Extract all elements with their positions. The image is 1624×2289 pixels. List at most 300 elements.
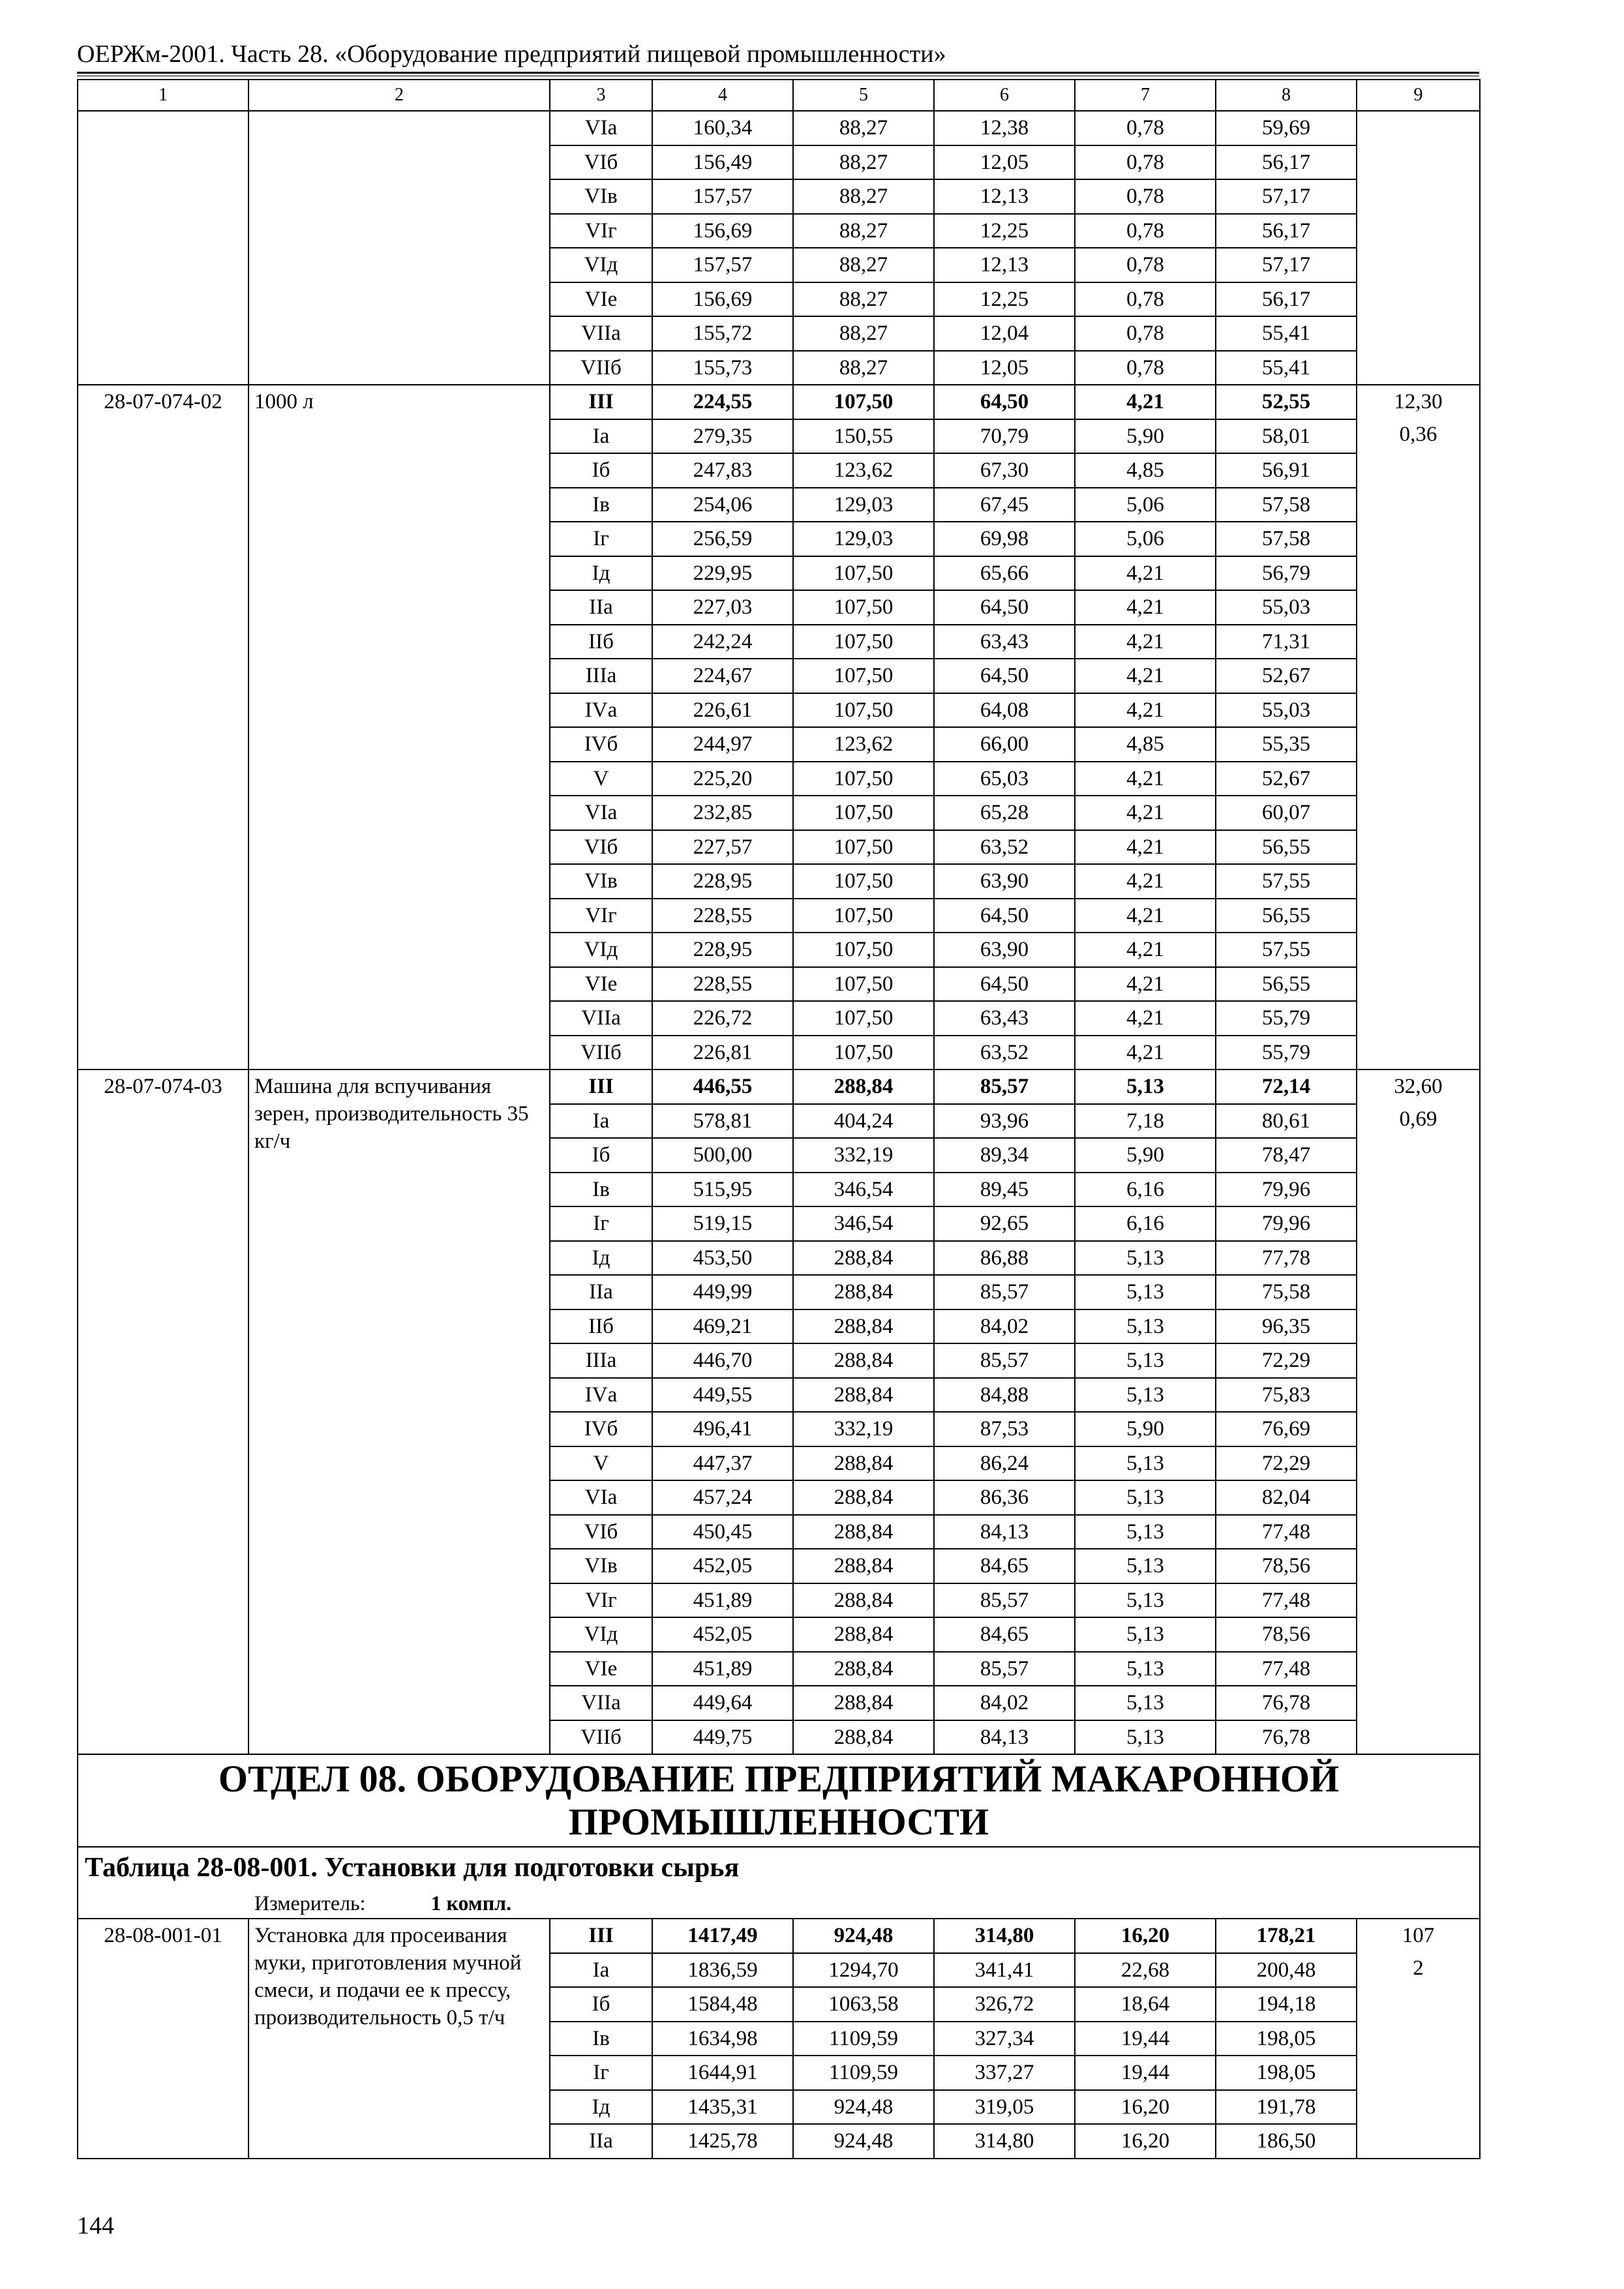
value-cell: 5,13 [1075, 1378, 1216, 1413]
class-cell: Iб [550, 1987, 652, 2022]
class-cell: Iа [550, 1104, 652, 1139]
page-header: ОЕРЖм-2001. Часть 28. «Оборудование предприятий пищевой промышленности» [77, 40, 946, 68]
value-cell: 4,21 [1075, 830, 1216, 865]
class-cell: VIIб [550, 1720, 652, 1755]
value-cell: 88,27 [793, 179, 934, 214]
value-cell: 288,84 [793, 1070, 934, 1104]
value-cell: 6,16 [1075, 1173, 1216, 1207]
value-cell: 446,70 [652, 1343, 793, 1378]
value-cell: 319,05 [934, 2090, 1075, 2125]
value-cell: 55,35 [1216, 727, 1357, 762]
value-cell: 1584,48 [652, 1987, 793, 2022]
value-cell: 19,44 [1075, 2056, 1216, 2090]
value-cell: 12,25 [934, 282, 1075, 317]
value-cell: 77,78 [1216, 1241, 1357, 1276]
value-cell: 1109,59 [793, 2056, 934, 2090]
value-cell: 71,31 [1216, 625, 1357, 659]
value-cell: 4,21 [1075, 796, 1216, 830]
resource-cell [1357, 1070, 1480, 1754]
value-cell: 226,72 [652, 1001, 793, 1036]
class-cell: IIIа [550, 1343, 652, 1378]
class-cell: III [550, 385, 652, 419]
value-cell: 341,41 [934, 1953, 1075, 1988]
section-title: ОТДЕЛ 08. ОБОРУДОВАНИЕ ПРЕДПРИЯТИЙ МАКАРОННОЙ ПРОМЫШЛЕННОСТИ [78, 1754, 1480, 1847]
value-cell: 56,91 [1216, 453, 1357, 488]
value-cell: 4,21 [1075, 1001, 1216, 1036]
value-cell: 451,89 [652, 1583, 793, 1618]
value-cell: 77,48 [1216, 1583, 1357, 1618]
value-cell: 107,50 [793, 590, 934, 625]
class-cell: V [550, 1446, 652, 1481]
value-cell: 327,34 [934, 2022, 1075, 2056]
value-cell: 65,66 [934, 556, 1075, 591]
value-cell: 79,96 [1216, 1173, 1357, 1207]
value-cell: 76,69 [1216, 1412, 1357, 1446]
value-cell: 72,29 [1216, 1446, 1357, 1481]
value-cell: 451,89 [652, 1652, 793, 1686]
class-cell: Iб [550, 1138, 652, 1173]
value-cell: 0,78 [1075, 179, 1216, 214]
value-cell: 226,61 [652, 693, 793, 728]
column-number: 5 [793, 80, 934, 111]
value-cell: 72,14 [1216, 1070, 1357, 1104]
value-cell: 64,50 [934, 899, 1075, 933]
value-cell: 86,36 [934, 1480, 1075, 1515]
value-cell: 4,21 [1075, 659, 1216, 693]
value-cell: 4,21 [1075, 556, 1216, 591]
column-number: 9 [1357, 80, 1480, 111]
column-number: 7 [1075, 80, 1216, 111]
value-cell: 7,18 [1075, 1104, 1216, 1139]
value-cell: 107,50 [793, 693, 934, 728]
value-cell: 88,27 [793, 214, 934, 248]
value-cell: 228,55 [652, 967, 793, 1002]
class-cell: V [550, 762, 652, 796]
value-cell: 288,84 [793, 1686, 934, 1720]
class-cell: VIд [550, 1617, 652, 1652]
value-cell: 288,84 [793, 1549, 934, 1583]
class-cell: IIб [550, 1309, 652, 1344]
class-cell: VIг [550, 899, 652, 933]
class-cell: IIа [550, 590, 652, 625]
class-cell: IVа [550, 1378, 652, 1413]
value-cell: 55,41 [1216, 351, 1357, 385]
header-rule [77, 72, 1479, 74]
class-cell: Iв [550, 1173, 652, 1207]
value-cell: 337,27 [934, 2056, 1075, 2090]
value-cell: 88,27 [793, 316, 934, 351]
class-cell: IIа [550, 1275, 652, 1309]
value-cell: 156,49 [652, 145, 793, 180]
value-cell: 69,98 [934, 522, 1075, 556]
value-cell: 85,57 [934, 1583, 1075, 1618]
class-cell: VIд [550, 248, 652, 282]
value-cell: 332,19 [793, 1138, 934, 1173]
value-cell: 346,54 [793, 1173, 934, 1207]
value-cell: 198,05 [1216, 2022, 1357, 2056]
value-cell: 5,13 [1075, 1446, 1216, 1481]
value-cell: 288,84 [793, 1275, 934, 1309]
value-cell: 0,78 [1075, 145, 1216, 180]
value-cell: 107,50 [793, 899, 934, 933]
value-cell: 56,79 [1216, 556, 1357, 591]
rate-code: 28-08-001-01 [78, 1919, 248, 2159]
value-cell: 496,41 [652, 1412, 793, 1446]
value-cell: 57,55 [1216, 864, 1357, 899]
value-cell: 56,17 [1216, 145, 1357, 180]
value-cell: 85,57 [934, 1070, 1075, 1104]
value-cell: 227,57 [652, 830, 793, 865]
resource-value: 107 [1402, 1924, 1435, 1947]
value-cell: 107,50 [793, 625, 934, 659]
value-cell: 0,78 [1075, 316, 1216, 351]
column-number: 4 [652, 80, 793, 111]
value-cell: 123,62 [793, 453, 934, 488]
column-number-row [78, 80, 1480, 111]
value-cell: 52,55 [1216, 385, 1357, 419]
value-cell: 452,05 [652, 1549, 793, 1583]
value-cell: 63,90 [934, 933, 1075, 967]
value-cell: 346,54 [793, 1206, 934, 1241]
class-cell: Iд [550, 1241, 652, 1276]
value-cell: 404,24 [793, 1104, 934, 1139]
value-cell: 60,07 [1216, 796, 1357, 830]
value-cell: 457,24 [652, 1480, 793, 1515]
value-cell: 107,50 [793, 1001, 934, 1036]
value-cell: 85,57 [934, 1275, 1075, 1309]
value-cell: 75,83 [1216, 1378, 1357, 1413]
value-cell: 70,79 [934, 419, 1075, 454]
value-cell: 12,38 [934, 111, 1075, 145]
class-cell: VIIа [550, 316, 652, 351]
resource-value: 0,69 [1399, 1107, 1437, 1131]
resource-value: 2 [1413, 1956, 1424, 1980]
value-cell: 1836,59 [652, 1953, 793, 1988]
value-cell: 56,55 [1216, 830, 1357, 865]
value-cell: 1417,49 [652, 1919, 793, 1953]
value-cell: 5,13 [1075, 1720, 1216, 1755]
column-number: 6 [934, 80, 1075, 111]
value-cell: 4,85 [1075, 453, 1216, 488]
value-cell: 93,96 [934, 1104, 1075, 1139]
value-cell: 4,21 [1075, 899, 1216, 933]
value-cell: 12,04 [934, 316, 1075, 351]
value-cell: 160,34 [652, 111, 793, 145]
value-cell: 5,06 [1075, 522, 1216, 556]
value-cell: 67,30 [934, 453, 1075, 488]
resource-value: 0,36 [1399, 423, 1437, 446]
value-cell: 1634,98 [652, 2022, 793, 2056]
value-cell: 12,13 [934, 179, 1075, 214]
value-cell: 18,64 [1075, 1987, 1216, 2022]
value-cell: 288,84 [793, 1720, 934, 1755]
class-cell: Iв [550, 2022, 652, 2056]
value-cell: 227,03 [652, 590, 793, 625]
table-row [78, 111, 1480, 145]
measure-label: Измеритель: [254, 1891, 366, 1915]
value-cell: 1425,78 [652, 2124, 793, 2159]
value-cell: 67,45 [934, 488, 1075, 522]
value-cell: 55,03 [1216, 693, 1357, 728]
resource-cell [1357, 111, 1480, 385]
class-cell: IVб [550, 1412, 652, 1446]
value-cell: 4,21 [1075, 933, 1216, 967]
value-cell: 107,50 [793, 762, 934, 796]
value-cell: 157,57 [652, 179, 793, 214]
value-cell: 5,13 [1075, 1343, 1216, 1378]
value-cell: 86,24 [934, 1446, 1075, 1481]
value-cell: 5,13 [1075, 1070, 1216, 1104]
value-cell: 200,48 [1216, 1953, 1357, 1988]
rate-name [248, 111, 550, 385]
value-cell: 92,65 [934, 1206, 1075, 1241]
value-cell: 63,52 [934, 830, 1075, 865]
class-cell: VIа [550, 1480, 652, 1515]
value-cell: 924,48 [793, 2124, 934, 2159]
value-cell: 4,21 [1075, 762, 1216, 796]
value-cell: 57,55 [1216, 933, 1357, 967]
value-cell: 77,48 [1216, 1652, 1357, 1686]
value-cell: 5,13 [1075, 1241, 1216, 1276]
class-cell: III [550, 1919, 652, 1953]
value-cell: 288,84 [793, 1241, 934, 1276]
value-cell: 88,27 [793, 145, 934, 180]
value-cell: 519,15 [652, 1206, 793, 1241]
class-cell: VIб [550, 830, 652, 865]
value-cell: 228,95 [652, 864, 793, 899]
value-cell: 288,84 [793, 1343, 934, 1378]
value-cell: 326,72 [934, 1987, 1075, 2022]
class-cell: III [550, 1070, 652, 1104]
table-row [78, 1919, 1480, 1953]
value-cell: 85,57 [934, 1652, 1075, 1686]
value-cell: 198,05 [1216, 2056, 1357, 2090]
value-cell: 224,55 [652, 385, 793, 419]
value-cell: 288,84 [793, 1309, 934, 1344]
value-cell: 107,50 [793, 933, 934, 967]
resource-value: 12,30 [1394, 390, 1443, 413]
value-cell: 0,78 [1075, 214, 1216, 248]
value-cell: 4,21 [1075, 864, 1216, 899]
rate-name: Машина для вспучивания зерен, производительность 35 кг/ч [248, 1070, 550, 1754]
value-cell: 449,75 [652, 1720, 793, 1755]
column-number: 1 [78, 80, 248, 111]
value-cell: 107,50 [793, 796, 934, 830]
resource-cell [1357, 385, 1480, 1070]
value-cell: 5,06 [1075, 488, 1216, 522]
rate-name: 1000 л [248, 385, 550, 1070]
value-cell: 107,50 [793, 1036, 934, 1070]
value-cell: 78,56 [1216, 1549, 1357, 1583]
value-cell: 12,13 [934, 248, 1075, 282]
class-cell: VIг [550, 214, 652, 248]
class-cell: VIа [550, 111, 652, 145]
class-cell: IVа [550, 693, 652, 728]
rate-code [78, 111, 248, 385]
value-cell: 256,59 [652, 522, 793, 556]
value-cell: 5,90 [1075, 419, 1216, 454]
value-cell: 59,69 [1216, 111, 1357, 145]
value-cell: 52,67 [1216, 762, 1357, 796]
value-cell: 79,96 [1216, 1206, 1357, 1241]
value-cell: 76,78 [1216, 1686, 1357, 1720]
class-cell: VIе [550, 282, 652, 317]
value-cell: 1294,70 [793, 1953, 934, 1988]
class-cell: IVб [550, 727, 652, 762]
value-cell: 449,99 [652, 1275, 793, 1309]
value-cell: 0,78 [1075, 248, 1216, 282]
value-cell: 191,78 [1216, 2090, 1357, 2125]
value-cell: 279,35 [652, 419, 793, 454]
value-cell: 254,06 [652, 488, 793, 522]
value-cell: 5,13 [1075, 1275, 1216, 1309]
value-cell: 288,84 [793, 1583, 934, 1618]
value-cell: 107,50 [793, 864, 934, 899]
value-cell: 57,17 [1216, 248, 1357, 282]
value-cell: 5,13 [1075, 1549, 1216, 1583]
value-cell: 82,04 [1216, 1480, 1357, 1515]
column-number: 3 [550, 80, 652, 111]
value-cell: 63,43 [934, 1001, 1075, 1036]
value-cell: 5,13 [1075, 1652, 1216, 1686]
value-cell: 107,50 [793, 556, 934, 591]
value-cell: 84,13 [934, 1720, 1075, 1755]
value-cell: 22,68 [1075, 1953, 1216, 1988]
value-cell: 57,58 [1216, 488, 1357, 522]
value-cell: 88,27 [793, 111, 934, 145]
value-cell: 242,24 [652, 625, 793, 659]
value-cell: 224,67 [652, 659, 793, 693]
value-cell: 924,48 [793, 1919, 934, 1953]
value-cell: 123,62 [793, 727, 934, 762]
value-cell: 16,20 [1075, 2090, 1216, 2125]
value-cell: 578,81 [652, 1104, 793, 1139]
value-cell: 515,95 [652, 1173, 793, 1207]
value-cell: 924,48 [793, 2090, 934, 2125]
value-cell: 57,17 [1216, 179, 1357, 214]
value-cell: 88,27 [793, 248, 934, 282]
class-cell: Iд [550, 2090, 652, 2125]
value-cell: 0,78 [1075, 111, 1216, 145]
class-cell: Iг [550, 2056, 652, 2090]
value-cell: 52,67 [1216, 659, 1357, 693]
value-cell: 244,97 [652, 727, 793, 762]
value-cell: 65,03 [934, 762, 1075, 796]
value-cell: 1063,58 [793, 1987, 934, 2022]
resource-cell [1357, 1919, 1480, 2159]
column-number: 2 [248, 80, 550, 111]
value-cell: 77,48 [1216, 1515, 1357, 1549]
value-cell: 64,50 [934, 385, 1075, 419]
value-cell: 0,78 [1075, 351, 1216, 385]
value-cell: 5,13 [1075, 1583, 1216, 1618]
value-cell: 89,34 [934, 1138, 1075, 1173]
resource-value: 32,60 [1394, 1075, 1443, 1098]
value-cell: 226,81 [652, 1036, 793, 1070]
rate-name: Установка для просеивания муки, приготовления мучной смеси, и подачи ее к прессу, производительность 0,5 т/ч [248, 1919, 550, 2159]
value-cell: 4,21 [1075, 693, 1216, 728]
value-cell: 178,21 [1216, 1919, 1357, 1953]
value-cell: 229,95 [652, 556, 793, 591]
value-cell: 4,21 [1075, 385, 1216, 419]
class-cell: VIIб [550, 1036, 652, 1070]
value-cell: 332,19 [793, 1412, 934, 1446]
value-cell: 56,17 [1216, 214, 1357, 248]
value-cell: 85,57 [934, 1343, 1075, 1378]
class-cell: VIв [550, 179, 652, 214]
value-cell: 76,78 [1216, 1720, 1357, 1755]
value-cell: 5,13 [1075, 1686, 1216, 1720]
value-cell: 228,95 [652, 933, 793, 967]
value-cell: 80,61 [1216, 1104, 1357, 1139]
class-cell: VIа [550, 796, 652, 830]
value-cell: 56,55 [1216, 899, 1357, 933]
class-cell: VIб [550, 145, 652, 180]
class-cell: IIIа [550, 659, 652, 693]
section-row [78, 1754, 1480, 1847]
value-cell: 55,41 [1216, 316, 1357, 351]
value-cell: 107,50 [793, 659, 934, 693]
value-cell: 12,05 [934, 351, 1075, 385]
value-cell: 84,02 [934, 1686, 1075, 1720]
value-cell: 64,50 [934, 590, 1075, 625]
class-cell: VIе [550, 967, 652, 1002]
value-cell: 75,58 [1216, 1275, 1357, 1309]
value-cell: 288,84 [793, 1617, 934, 1652]
value-cell: 78,56 [1216, 1617, 1357, 1652]
value-cell: 1109,59 [793, 2022, 934, 2056]
value-cell: 4,21 [1075, 590, 1216, 625]
class-cell: Iб [550, 453, 652, 488]
value-cell: 78,47 [1216, 1138, 1357, 1173]
value-cell: 156,69 [652, 282, 793, 317]
value-cell: 500,00 [652, 1138, 793, 1173]
value-cell: 150,55 [793, 419, 934, 454]
column-number: 8 [1216, 80, 1357, 111]
value-cell: 55,79 [1216, 1001, 1357, 1036]
value-cell: 194,18 [1216, 1987, 1357, 2022]
value-cell: 88,27 [793, 351, 934, 385]
value-cell: 64,50 [934, 659, 1075, 693]
value-cell: 228,55 [652, 899, 793, 933]
value-cell: 55,03 [1216, 590, 1357, 625]
value-cell: 88,27 [793, 282, 934, 317]
value-cell: 84,65 [934, 1617, 1075, 1652]
value-cell: 450,45 [652, 1515, 793, 1549]
value-cell: 5,90 [1075, 1138, 1216, 1173]
table-title-row [78, 1847, 1480, 1888]
class-cell: VIг [550, 1583, 652, 1618]
value-cell: 66,00 [934, 727, 1075, 762]
value-cell: 288,84 [793, 1480, 934, 1515]
rates-table [77, 79, 1481, 2159]
value-cell: 232,85 [652, 796, 793, 830]
measure-row [78, 1888, 1480, 1919]
value-cell: 5,13 [1075, 1515, 1216, 1549]
measure-value: 1 компл. [430, 1891, 512, 1915]
value-cell: 225,20 [652, 762, 793, 796]
measure-cell [78, 1888, 1480, 1919]
value-cell: 1644,91 [652, 2056, 793, 2090]
value-cell: 96,35 [1216, 1309, 1357, 1344]
value-cell: 314,80 [934, 2124, 1075, 2159]
value-cell: 4,21 [1075, 967, 1216, 1002]
value-cell: 63,52 [934, 1036, 1075, 1070]
value-cell: 65,28 [934, 796, 1075, 830]
value-cell: 469,21 [652, 1309, 793, 1344]
value-cell: 314,80 [934, 1919, 1075, 1953]
value-cell: 447,37 [652, 1446, 793, 1481]
